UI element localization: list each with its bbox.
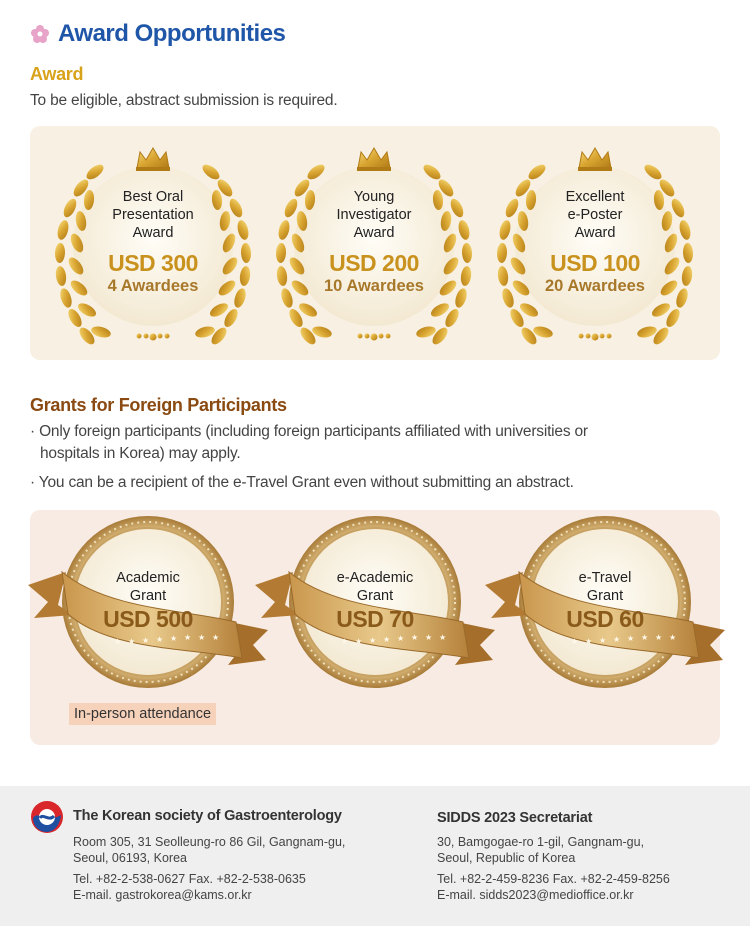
- award-count: 10 Awardees: [324, 277, 424, 295]
- grant-name: Academic Grant: [116, 570, 180, 604]
- award-card-best-oral: [43, 126, 263, 360]
- grant-amount: USD 60: [566, 606, 644, 632]
- grant-name: e-Travel Grant: [578, 570, 632, 604]
- award-card-young-investigator: [264, 126, 484, 360]
- grants-heading: Grants for Foreign Participants: [30, 395, 287, 415]
- footer-left-address: Room 305, 31 Seolleung-ro 86 Gil, Gangnam-gu, Seoul, 06193, Korea: [73, 835, 346, 865]
- grant-amount: USD 500: [103, 606, 193, 632]
- page-title-text: Award Opportunities: [58, 20, 286, 47]
- footer-left-contact: Tel. +82-2-538-0627 Fax. +82-2-538-0635 E-mail. gastrokorea@kams.or.kr: [73, 872, 306, 902]
- laurel-icon: [485, 126, 705, 360]
- award-amount: USD 200: [329, 250, 419, 276]
- grant-amount: USD 70: [336, 606, 414, 632]
- grants-bullet-1: · Only foreign participants (including foreign participants affiliated with universities or hospitals in Korea) may apply.: [30, 423, 588, 462]
- footer-right-org: SIDDS 2023 Secretariat: [437, 810, 593, 826]
- grants-bullet-2: · You can be a recipient of the e-Travel Grant even without submitting an abstract.: [30, 474, 574, 491]
- flower-icon: [30, 24, 50, 44]
- award-name: Excellent e-Poster Award: [565, 189, 625, 241]
- grants-panel: [30, 510, 720, 745]
- footer-right-address: 30, Bamgogae-ro 1-gil, Gangnam-gu, Seoul, Republic of Korea: [437, 835, 645, 865]
- society-logo-icon: [30, 800, 64, 834]
- grant-name: e-Academic Grant: [336, 570, 414, 604]
- award-name: Best Oral Presentation Award: [112, 189, 194, 241]
- grant-card-e-academic: [255, 510, 495, 745]
- laurel-icon: [264, 126, 484, 360]
- attendance-badge: In-person attendance: [69, 703, 216, 725]
- grant-card-e-travel: [485, 510, 725, 745]
- award-eligibility-note: To be eligible, abstract submission is required.: [30, 92, 338, 109]
- award-amount: USD 300: [108, 250, 198, 276]
- award-card-excellent-eposter: [485, 126, 705, 360]
- award-count: 4 Awardees: [107, 277, 199, 295]
- page-title: [30, 20, 285, 48]
- award-amount: USD 100: [550, 250, 640, 276]
- award-heading: Award: [30, 64, 84, 84]
- footer-left-org: The Korean society of Gastroenterology: [73, 808, 342, 824]
- laurel-icon: [43, 126, 263, 360]
- award-name: Young Investigator Award: [336, 189, 412, 241]
- award-count: 20 Awardees: [545, 277, 645, 295]
- footer: [0, 786, 750, 926]
- award-panel: [30, 126, 720, 360]
- footer-right-contact: Tel. +82-2-459-8236 Fax. +82-2-459-8256 E-mail. sidds2023@medioffice.or.kr: [437, 872, 670, 902]
